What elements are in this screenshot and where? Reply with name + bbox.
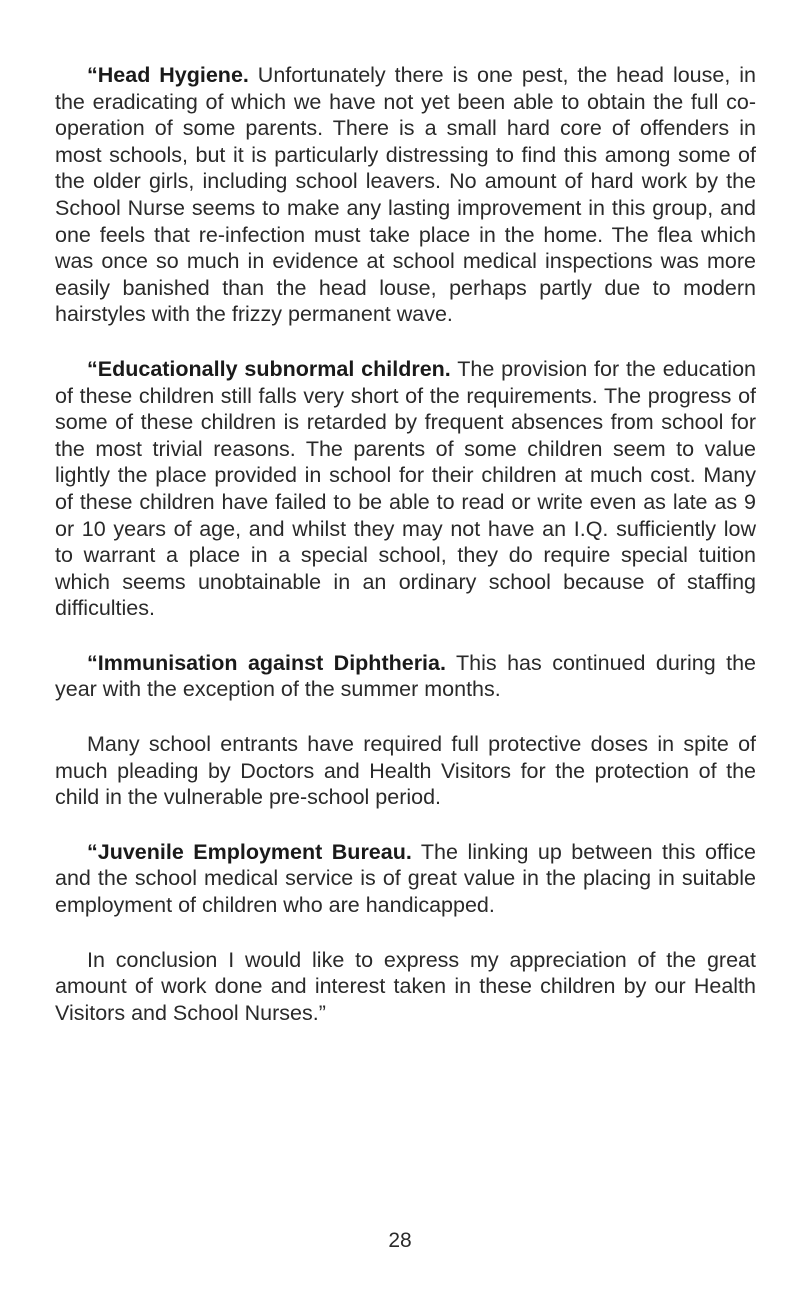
paragraph-head-hygiene xyxy=(55,62,756,328)
paragraph-juvenile-employment xyxy=(55,839,756,919)
paragraph-immunisation xyxy=(55,650,756,703)
paragraph-educationally-subnormal xyxy=(55,356,756,622)
paragraph-text: In conclusion I would like to express my appreciation of the great amount of work done and interest taken in these children by our Health Visitors and School Nurses.” xyxy=(55,947,756,1025)
heading-immunisation: “Immunisation against Diphtheria. xyxy=(87,650,446,675)
heading-juvenile-employment: “Juvenile Employment Bureau. xyxy=(87,839,412,864)
paragraph-text: The linking up between this office and the school medical service is of great value in the placing in suitable employment of children who are handicapped. xyxy=(55,839,756,918)
paragraph-text: This has continued during the year with the exception of the summer months. xyxy=(55,650,756,702)
heading-educationally-subnormal: “Educationally subnormal children. xyxy=(87,356,451,381)
paragraph-text: The provision for the education of these children still falls very short of the requirements. The progress of some of these children is retarded by frequent absences from school for the most trivial reasons. The parents of some children seem to value lightly the place provided in school for their children at much cost. Many of these children have failed to be able to read or write even as late as 9 or 10 years of age, and whilst they may not have an I.Q. sufficiently low to warrant a place in a special school, they do require special tuition which seems unobtainable in an ordinary school because of staffing difficulties. xyxy=(55,356,756,621)
paragraph-conclusion xyxy=(55,947,756,1027)
paragraph-school-entrants xyxy=(55,731,756,811)
heading-head-hygiene: “Head Hygiene. xyxy=(87,63,249,87)
paragraph-text: Many school entrants have required full protective doses in spite of much pleading by Doctors and Health Visitors for the protection of the child in the vulnerable pre-school period. xyxy=(55,732,756,810)
page-number: 28 xyxy=(388,1229,412,1252)
paragraph-text: Unfortunately there is one pest, the head louse, in the eradicating of which we have not yet been able to obtain the full co-operation of some parents. There is a small hard core of offenders in most schools, but it is particularly distressing to find this among some of the older girls, including school leavers. No amount of hard work by the School Nurse seems to make any lasting improvement in this group, and one feels that re-infection must take place in the home. The flea which was once so much in evidence at school medical inspections was more easily banished than the head louse, perhaps partly due to modern hairstyles with the frizzy permanent wave. xyxy=(55,63,756,327)
